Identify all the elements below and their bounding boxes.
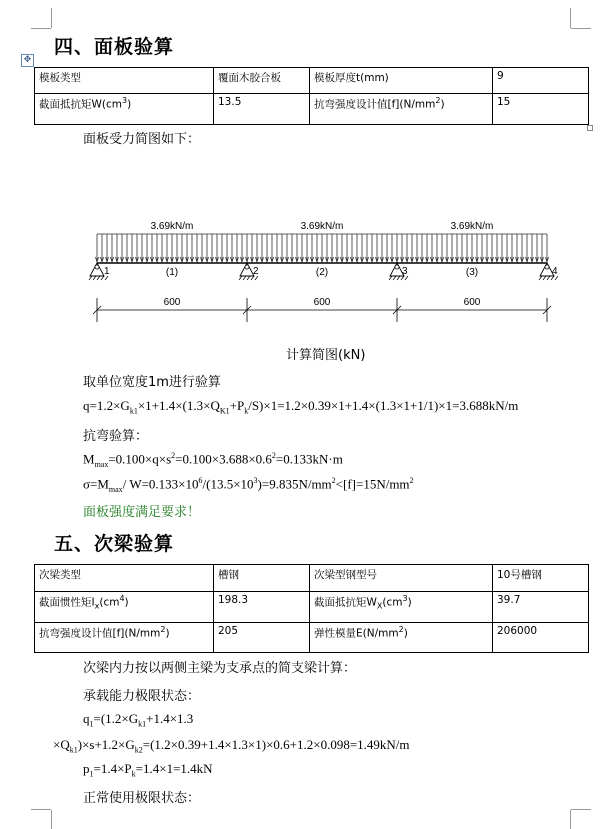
ground-hatch	[247, 276, 250, 280]
table-move-handle-icon[interactable]: ✥	[21, 54, 34, 67]
table-cell: 15	[493, 94, 589, 125]
table-cell: 弹性模量$E(N/mm^2)$	[310, 623, 493, 653]
ground-hatch	[539, 276, 542, 280]
table-cell: 10号槽钢	[493, 565, 589, 592]
support-hinge-icon	[95, 265, 99, 269]
table-row	[35, 623, 589, 653]
support-label: 2	[253, 266, 259, 277]
table-row	[35, 565, 589, 592]
crop-mark-bottom-right-h	[571, 809, 591, 810]
table-cell: 次梁类型	[35, 565, 214, 592]
ground-hatch	[243, 276, 246, 280]
service-limit-heading: 正常使用极限状态：	[83, 791, 201, 806]
support-label: 1	[104, 266, 110, 277]
panel-params-table	[34, 67, 589, 125]
crop-mark-bottom-right-v	[570, 810, 571, 829]
diagram-caption: 计算简图(kN)	[286, 348, 366, 363]
ground-hatch	[93, 276, 96, 280]
support-label: 4	[552, 266, 558, 277]
load-label: 3.69kN/m	[150, 221, 194, 232]
bending-check-heading: 抗弯验算：	[83, 429, 149, 444]
table-cell: 覆面木胶合板	[214, 68, 310, 94]
load-formula: $q=1.2\times G_{k1}\times 1+1.4\times(1.3\times Q_{K1}+P_k/S)\times 1=1.2\times 0.39\times 1+1.4\times(1.3\times 1+1/1)\times 1=3.688kN/m$	[83, 398, 519, 416]
span-label: (2)	[315, 267, 329, 278]
table-cell: 槽钢	[214, 565, 310, 592]
crop-mark-top-right-h	[571, 28, 591, 29]
support-hinge-icon	[245, 265, 249, 269]
table-resize-handle[interactable]	[587, 125, 593, 131]
table-row	[35, 94, 589, 125]
ground-hatch	[547, 276, 550, 280]
table-row	[35, 68, 589, 94]
crop-mark-bottom-left-v	[51, 810, 52, 829]
crop-mark-bottom-left-h	[31, 809, 51, 810]
table-cell: 13.5	[214, 94, 310, 125]
stress-formula: $\sigma=M_{max}/$ $W=0.133\times 10^6/(13.5\times 10^3)=9.835N/mm^2<[f]=15N/mm^2$	[83, 476, 414, 494]
table-cell: 截面惯性矩$I_x(cm^4)$	[35, 592, 214, 623]
table-row	[35, 592, 589, 623]
dimension-label: 600	[313, 297, 331, 308]
table-cell: 截面抵抗矩$W_X(cm^3)$	[310, 592, 493, 623]
p1-formula: $p_1=1.4\times P_k=1.4\times 1=1.4kN$	[83, 761, 213, 779]
table-cell: 模板厚度t(mm)	[310, 68, 493, 94]
section-heading-secondary-beam: 五、次梁验算	[54, 533, 175, 555]
table-cell: 39.7	[493, 592, 589, 623]
load-label: 3.69kN/m	[300, 221, 344, 232]
ground-hatch	[397, 276, 400, 280]
moment-formula: $M_{max}=0.100\times q\times s^2=0.100\times 3.688\times 0.6^2=0.133kN\cdot m$	[83, 451, 343, 469]
table-cell: 截面抵抗矩$W(cm^3)$	[35, 94, 214, 125]
dimension-label: 600	[163, 297, 181, 308]
ultimate-limit-heading: 承载能力极限状态：	[83, 689, 201, 704]
support-label: 3	[402, 266, 408, 277]
ground-hatch	[89, 276, 92, 280]
table-cell: 抗弯强度设计值$[f](N/mm^2)$	[35, 623, 214, 653]
q1-formula-part2: $\times Q_{k1})\times s+1.2\times G_{k2}=(1.2\times 0.39+1.4\times 1.3\times 1)\times 0.6+1.2\times 0.098=1.49kN/m$	[53, 737, 410, 755]
section-heading-panel-check: 四、面板验算	[54, 36, 175, 58]
crop-mark-top-left-h	[31, 28, 51, 29]
beam-intro: 次梁内力按以两侧主梁为支承点的简支梁计算：	[83, 661, 357, 676]
span-label: (3)	[465, 267, 479, 278]
crop-mark-top-left-v	[51, 8, 52, 28]
table-cell: 抗弯强度设计值$[f](N/mm^2)$	[310, 94, 493, 125]
table-cell: 模板类型	[35, 68, 214, 94]
table-cell: 9	[493, 68, 589, 94]
table-cell: 206000	[493, 623, 589, 653]
diagram-intro: 面板受力简图如下：	[83, 132, 201, 147]
load-label: 3.69kN/m	[450, 221, 494, 232]
beam-params-table	[34, 564, 589, 653]
dimension-label: 600	[463, 297, 481, 308]
ground-hatch	[393, 276, 396, 280]
ground-hatch	[97, 276, 100, 280]
load-arrows	[96, 234, 549, 262]
support-hinge-icon	[545, 265, 549, 269]
q1-formula-part1: $q_1=(1.2\times G_{k1}+1.4\times 1.3$	[83, 711, 194, 729]
calc-intro: 取单位宽度1m进行验算	[83, 375, 221, 390]
span-label: (1)	[165, 267, 179, 278]
ground-hatch	[543, 276, 546, 280]
ground-hatch	[389, 276, 392, 280]
support-hinge-icon	[395, 265, 399, 269]
table-cell: 次梁型钢型号	[310, 565, 493, 592]
table-cell: 205	[214, 623, 310, 653]
table-cell: 198.3	[214, 592, 310, 623]
ground-hatch	[239, 276, 242, 280]
crop-mark-top-right-v	[570, 8, 571, 28]
panel-result: 面板强度满足要求！	[83, 505, 201, 520]
